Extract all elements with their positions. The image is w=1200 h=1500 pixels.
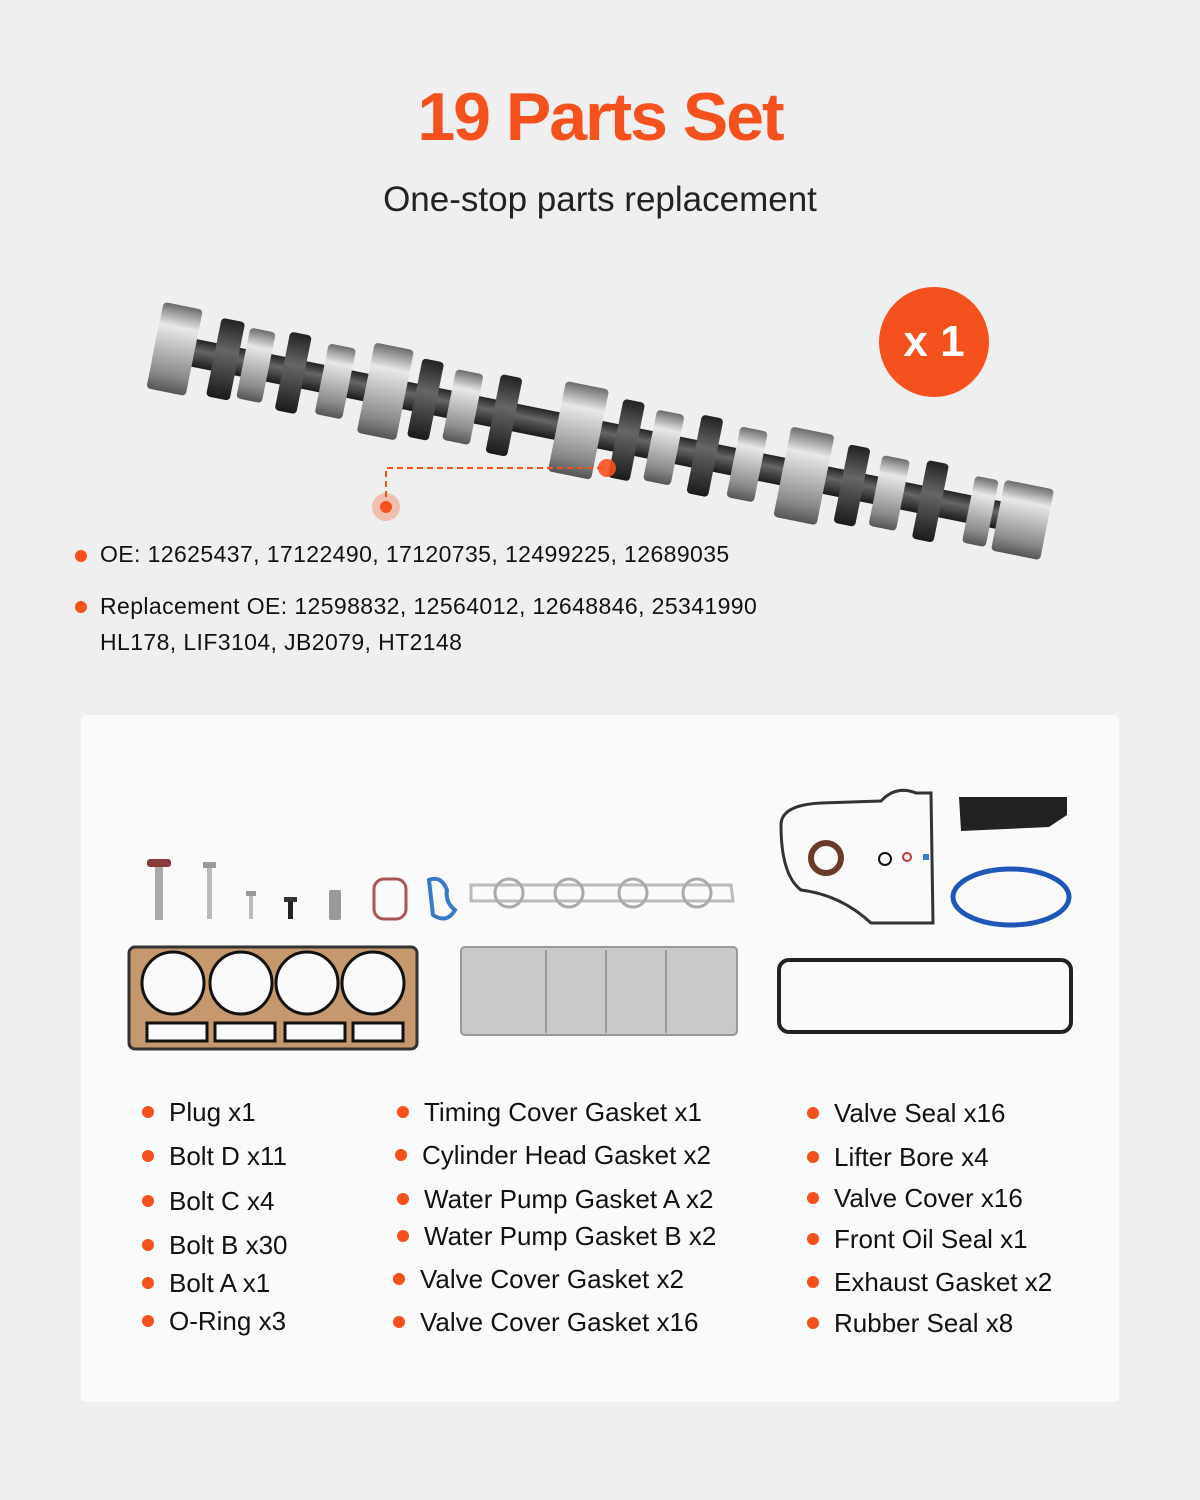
kit-item-label: Water Pump Gasket B x2 bbox=[424, 1221, 717, 1251]
bullet-icon bbox=[142, 1106, 154, 1118]
kit-item bbox=[834, 1224, 1028, 1255]
bullet-icon bbox=[807, 1276, 819, 1288]
kit-item bbox=[169, 1268, 270, 1299]
camshaft-image bbox=[0, 260, 1200, 580]
kit-item bbox=[169, 1306, 286, 1337]
replacement-part-numbers: HL178, LIF3104, JB2079, HT2148 bbox=[100, 629, 463, 655]
bullet-icon bbox=[142, 1277, 154, 1289]
kit-item bbox=[169, 1186, 275, 1217]
kit-item bbox=[834, 1267, 1052, 1298]
bullet-icon bbox=[75, 550, 87, 562]
kit-item-label: Valve Seal x16 bbox=[834, 1098, 1006, 1128]
kit-item-label: Bolt D x11 bbox=[169, 1141, 288, 1171]
kit-item-label: Plug x1 bbox=[169, 1097, 256, 1127]
camshaft-segment bbox=[773, 426, 834, 525]
bullet-icon bbox=[395, 1149, 407, 1161]
kit-item bbox=[169, 1097, 256, 1128]
kit-item-label: Timing Cover Gasket x1 bbox=[424, 1097, 702, 1127]
kit-item bbox=[422, 1140, 711, 1171]
kit-item bbox=[834, 1308, 1013, 1339]
bullet-icon bbox=[397, 1106, 409, 1118]
kit-item-label: O-Ring x3 bbox=[169, 1306, 287, 1336]
kit-item-label: Valve Cover Gasket x2 bbox=[420, 1264, 684, 1294]
kit-item-label: Bolt C x4 bbox=[169, 1186, 275, 1216]
kit-item bbox=[424, 1221, 716, 1252]
kit-item bbox=[424, 1097, 702, 1128]
bullet-icon bbox=[397, 1193, 409, 1205]
kit-item bbox=[424, 1184, 714, 1215]
kit-item-label: Bolt B x30 bbox=[169, 1230, 288, 1260]
bullet-icon bbox=[142, 1315, 154, 1327]
bullet-icon bbox=[807, 1151, 819, 1163]
page-subtitle: One-stop parts replacement bbox=[383, 180, 817, 219]
kit-item-label: Water Pump Gasket A x2 bbox=[424, 1184, 714, 1214]
kit-item-label: Exhaust Gasket x2 bbox=[834, 1267, 1053, 1297]
bullet-icon bbox=[393, 1273, 405, 1285]
kit-item-label: Cylinder Head Gasket x2 bbox=[422, 1140, 712, 1170]
camshaft-segment bbox=[146, 302, 203, 396]
page-title: 19 Parts Set bbox=[417, 79, 783, 155]
camshaft-segment bbox=[991, 480, 1054, 560]
bullet-icon bbox=[393, 1316, 405, 1328]
replacement-oe-numbers: Replacement OE: 12598832, 12564012, 12648846, 25341990 bbox=[100, 593, 758, 619]
kit-item-label: Rubber Seal x8 bbox=[834, 1308, 1014, 1338]
kit-item bbox=[834, 1142, 989, 1173]
kit-item bbox=[420, 1264, 684, 1295]
bullet-icon bbox=[397, 1230, 409, 1242]
bullet-icon bbox=[807, 1233, 819, 1245]
bullet-icon bbox=[142, 1239, 154, 1251]
oe-numbers: OE: 12625437, 17122490, 17120735, 12499225, 12689035 bbox=[100, 541, 730, 567]
quantity-badge: x 1 bbox=[879, 287, 989, 397]
kit-item-label: Front Oil Seal x1 bbox=[834, 1224, 1028, 1254]
gasket-kit-image bbox=[81, 715, 1119, 1075]
kit-item bbox=[834, 1098, 1006, 1129]
kit-item-label: Valve Cover x16 bbox=[834, 1183, 1023, 1213]
bullet-icon bbox=[807, 1317, 819, 1329]
bullet-icon bbox=[142, 1150, 154, 1162]
bullet-icon bbox=[807, 1192, 819, 1204]
bullet-icon bbox=[142, 1195, 154, 1207]
kit-item-label: Bolt A x1 bbox=[169, 1268, 271, 1298]
bolts-icon bbox=[147, 859, 455, 920]
kit-item-label: Lifter Bore x4 bbox=[834, 1142, 989, 1172]
kit-item bbox=[169, 1141, 287, 1172]
bullet-icon bbox=[807, 1107, 819, 1119]
kit-item bbox=[420, 1307, 698, 1338]
camshaft-segment bbox=[357, 342, 414, 440]
kit-item bbox=[834, 1183, 1023, 1214]
bullet-icon bbox=[75, 601, 87, 613]
kit-item bbox=[169, 1230, 288, 1261]
kit-item-label: Valve Cover Gasket x16 bbox=[420, 1307, 699, 1337]
